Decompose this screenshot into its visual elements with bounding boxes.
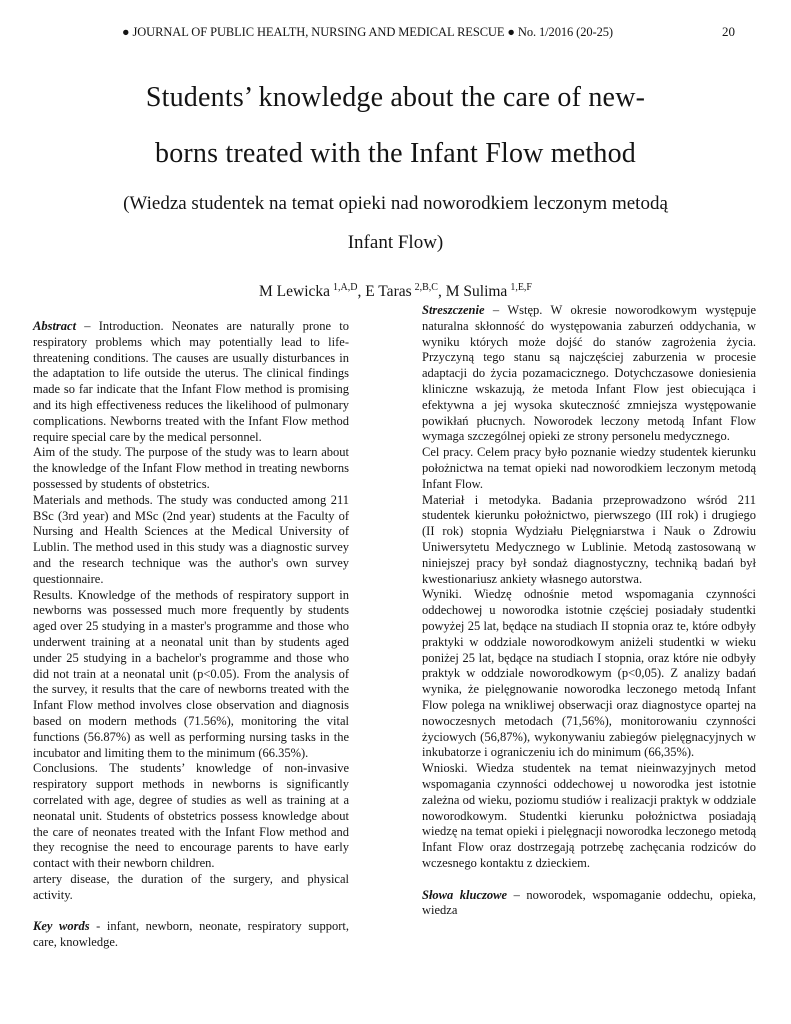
- author-2-affiliation-sup: 2,B,C: [414, 282, 438, 293]
- abstract-label-separator: –: [76, 319, 99, 333]
- article-subtitle-line1: (Wiedza studentek na temat opieki nad noworodkiem leczonym metodą: [123, 193, 668, 214]
- abstract-aim-paragraph: Aim of the study. The purpose of the study was to learn about the knowledge of the Infant Flow method in treating newborns possessed by students of obstetrics.: [33, 445, 349, 491]
- author-separator-1: ,: [357, 283, 366, 300]
- abstract-intro-text: Introduction. Neonates are naturally prone to respiratory problems which may potentially lead to life-threatening conditions. The causes are usually disturbances in the adaptation to life outside the uterus. The clinical findings made so far indicate that the Infant Flow method is promising and its high effectiveness reduces the likelihood of pulmonary complications. Newborns treated with the Infant Flow method require special care by the medical personnel.: [33, 319, 350, 444]
- abstract-label: Abstract: [33, 319, 77, 333]
- author-3-affiliation-sup: 1,E,F: [510, 282, 532, 293]
- keywords-polish-text: – noworodek, wspomaganie oddechu, opieka, wiedza: [422, 887, 756, 918]
- author-separator-2: ,: [437, 283, 446, 300]
- abstract-conclusions-paragraph: Conclusions. The students’ knowledge of non-invasive respiratory support methods in newborns is significantly correlated with age, degree of studies as well as training at a neonatal unit. Students of obstetrics possess knowledge about the care of neonates treated with the Infant Flow method and they recognise the need to encourage parents to have early contact with their newborn children.: [33, 761, 349, 871]
- abstract-stray-line: artery disease, the duration of the surgery, and physical activity.: [33, 871, 349, 902]
- author-name-3: M Sulima: [445, 283, 508, 300]
- streszczenie-cel-paragraph: Cel pracy. Celem pracy było poznanie wiedzy studentek kierunku położnictwa na temat opieki nad noworodkiem leczonym metodą Infant Flow.: [422, 445, 756, 491]
- streszczenie-intro-text: Wstęp. W okresie noworodkowym występuje naturalna skłonność do występowania zaburzeń oddychania, w wyniku których może dojść do stanów zagrożenia życia. Przyczyną tego stanu są najczęściej zaburzenia w procesie adaptacji do życia pozamacicznego. Dotychczasowe doniesienia kliniczne wskazują, że metoda Infant Flow jest obiecująca i efektywna a jej wysoka skuteczność zmniejsza występowanie powikłań płucnych. Noworodek leczony metodą Infant Flow wymaga szczególnej opieki ze strony personelu medycznego.: [422, 303, 756, 444]
- author-name-2: E Taras: [365, 283, 412, 300]
- article-title-line1: Students’ knowledge about the care of new-: [145, 82, 646, 113]
- page-number: 20: [722, 24, 735, 39]
- keywords-polish-label: Słowa kluczowe: [422, 887, 508, 902]
- article-subtitle: [0, 184, 791, 262]
- author-1-affiliation-sup: 1,A,D: [333, 282, 358, 293]
- article-title: [0, 70, 791, 182]
- keywords-polish: [422, 888, 756, 920]
- keywords-english-text: - infant, newborn, neonate, respiratory support, care, knowledge.: [33, 919, 349, 950]
- streszczenie-label: Streszczenie: [422, 303, 485, 317]
- article-subtitle-line2: Infant Flow): [347, 232, 444, 253]
- authors-line: [0, 283, 791, 301]
- abstract-polish-column: [422, 303, 756, 919]
- streszczenie-wyniki-paragraph: Wyniki. Wiedzę odnośnie metod wspomagania czynności oddechowej u noworodka istotnie częściej posiadały studentki powyżej 25 lat, będące na studiach II stopnia oraz te, które odbyły praktyki w oddziale noworodkowym aniżeli studentki w wieku poniżej 25 lat, będące na studiach I stopnia, oraz które nie odbyły praktyk w oddziale noworodkowym (p<0,05). Z analizy badań wynika, że pielęgnowanie noworodka leczonego metodą Infant Flow polega na wnikliwej obserwacji oraz diagnostyce opartej na nowoczesnych metodach (71,56%), monitorowaniu czynności życiowych (56,87%), wykonywaniu zabiegów pielęgnacyjnych w inkubatorze i ograniczeniu ich do minimum (66,35%).: [422, 587, 756, 760]
- abstract-materials-paragraph: Materials and methods. The study was conducted among 211 BSc (3rd year) and MSc (2nd year) students at the Faculty of Nursing and Health Sciences at the Medical University of Lublin. The method used in this study was a diagnostic survey and the research technique was the author's own survey questionnaire.: [33, 492, 349, 586]
- abstract-results-paragraph: Results. Knowledge of the methods of respiratory support in newborns was possessed much more frequently by students aged over 25 studying in a master's programme and those who underwent training at a neonatal unit than by students aged under 25 studying in a bachelor's programme and those who did not train at a neonatal unit (p<0.05). From the analysis of the survey, it results that the care of newborns treated with the Infant Flow method involves close observation and diagnosis based on modern methods (71.56%), monitoring the vital functions (56.87%) as well as performing nursing tasks in the incubator and limiting them to the minimum (66.35%).: [33, 587, 349, 760]
- streszczenie-wnioski-paragraph: Wnioski. Wiedza studentek na temat nieinwazyjnych metod wspomagania czynności oddechowej u noworodka jest istotnie zależna od wieku, poziomu studiów i realizacji praktyk w oddziale noworodkowym. Studentki kierunku położnictwa posiadają wiedzę na temat opieki i pielęgnacji noworodka leczonego metodą Infant Flow oraz dostrzegają potrzebę zachęcania rodziców do wczesnego kontaktu z dzieckiem.: [422, 761, 756, 870]
- streszczenie-intro-paragraph: [422, 303, 756, 445]
- article-title-line2: borns treated with the Infant Flow method: [155, 138, 636, 169]
- abstract-intro-paragraph: [33, 319, 349, 445]
- streszczenie-label-separator: –: [484, 303, 508, 317]
- keywords-english-label: Key words: [33, 919, 90, 934]
- author-name-1: M Lewicka: [259, 283, 331, 300]
- journal-running-head: ● JOURNAL OF PUBLIC HEALTH, NURSING AND MEDICAL RESCUE ● No. 1/2016 (20-25): [122, 25, 613, 39]
- abstract-english-column: [33, 319, 349, 951]
- streszczenie-material-paragraph: Materiał i metodyka. Badania przeprowadzono wśród 211 studentek kierunku położnictwo, pierwszego (III rok) i drugiego (II rok) stopnia Wydziału Pielęgniarstwa i Nauk o Zdrowiu Uniwersytetu Medycznego w Lublinie. Metodą zastosowaną w niniejszej pracy był sondaż diagnostyczny, techniką badań był kwestionariusz ankiety własnego autorstwa.: [422, 492, 756, 586]
- keywords-english: [33, 919, 349, 951]
